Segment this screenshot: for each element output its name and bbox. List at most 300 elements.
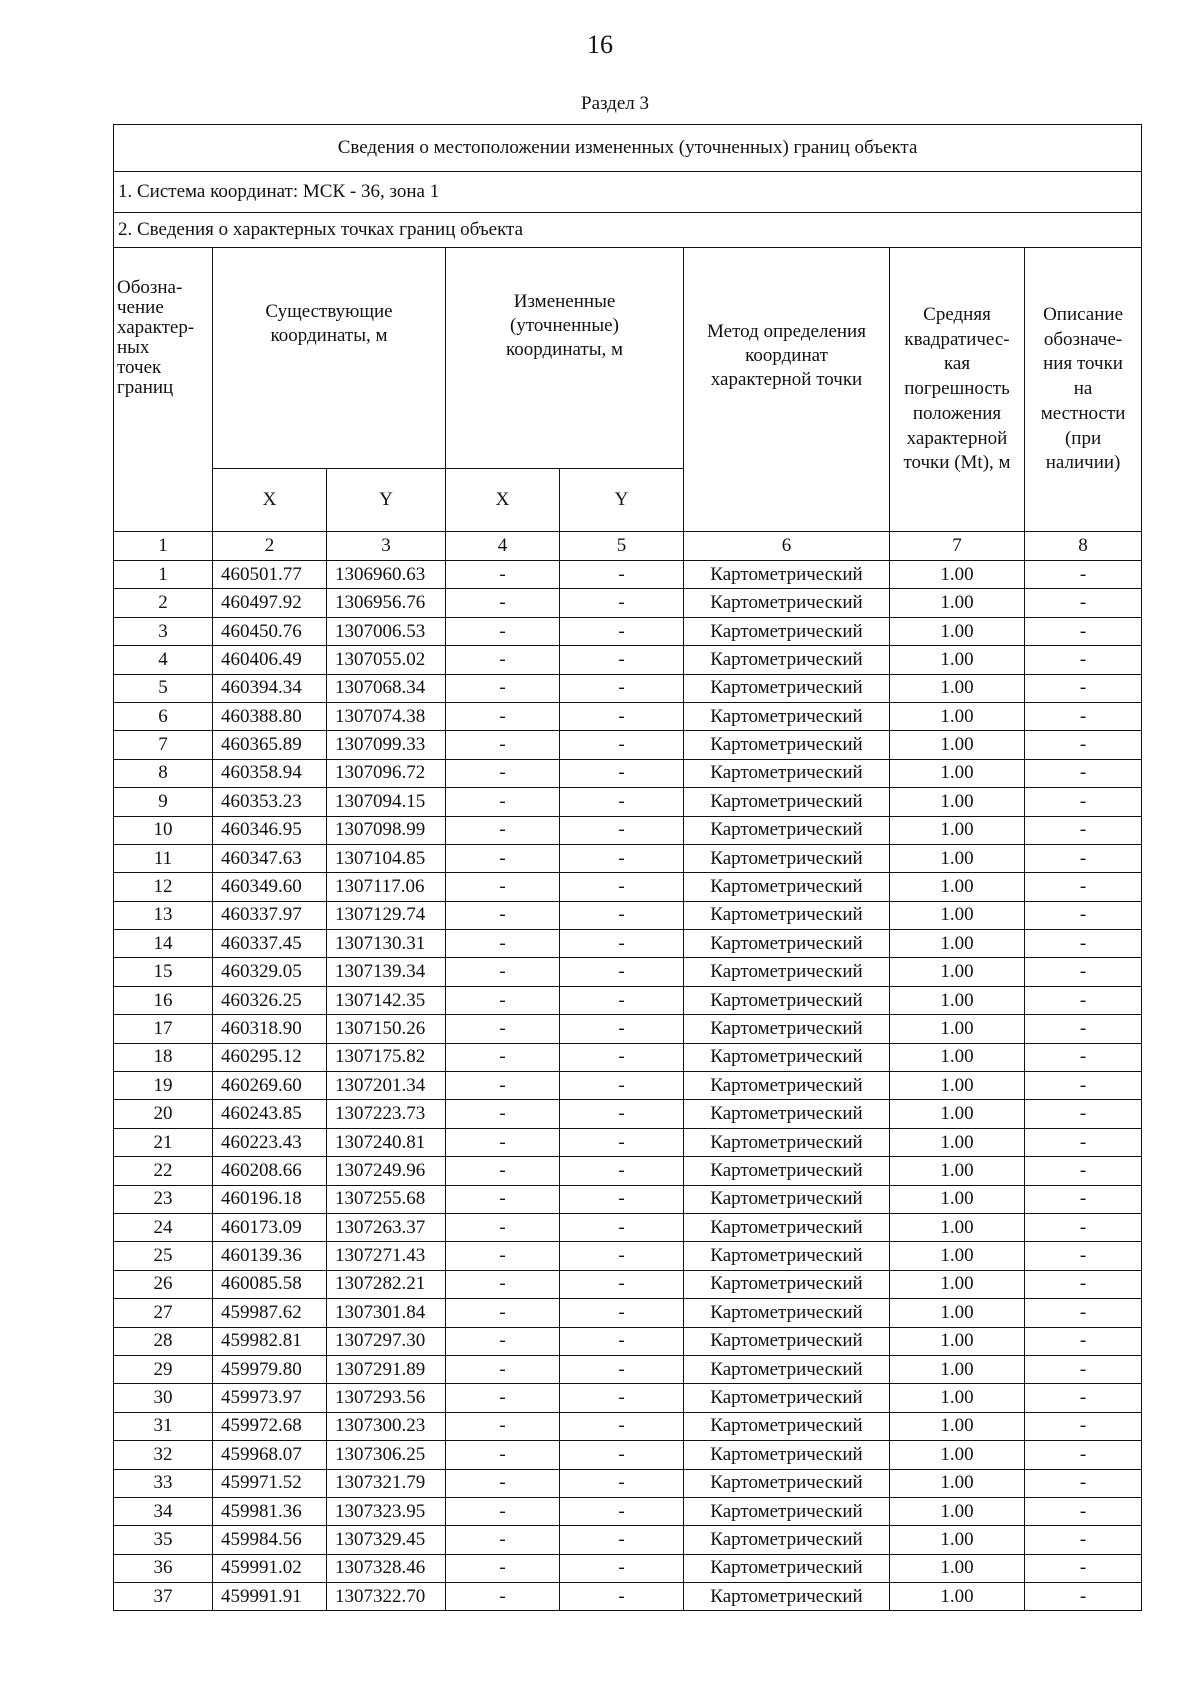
- cell-description: -: [1025, 930, 1142, 958]
- cell-point-number: 10: [114, 816, 213, 844]
- cell-point-number: 31: [114, 1412, 213, 1440]
- table-title: Сведения о местоположении измененных (уточненных) границ объекта: [114, 125, 1142, 172]
- cell-mean-error: 1.00: [890, 1242, 1025, 1270]
- cell-method: Картометрический: [684, 1185, 890, 1213]
- cell-existing-x: 460358.94: [213, 759, 327, 787]
- header-existing-x: X: [213, 469, 327, 532]
- cell-description: -: [1025, 1157, 1142, 1185]
- cell-point-number: 3: [114, 617, 213, 645]
- cell-mean-error: 1.00: [890, 1015, 1025, 1043]
- cell-mean-error: 1.00: [890, 1355, 1025, 1383]
- cell-existing-x: 460501.77: [213, 561, 327, 589]
- cell-changed-x: -: [446, 731, 560, 759]
- header-changed-x: X: [446, 469, 560, 532]
- cell-existing-y: 1307104.85: [327, 844, 446, 872]
- cell-method: Картометрический: [684, 1384, 890, 1412]
- cell-method: Картометрический: [684, 1015, 890, 1043]
- cell-mean-error: 1.00: [890, 1526, 1025, 1554]
- cell-method: Картометрический: [684, 1299, 890, 1327]
- cell-changed-x: -: [446, 844, 560, 872]
- table-row: [114, 1128, 1142, 1156]
- table-row: [114, 986, 1142, 1014]
- cell-changed-y: -: [560, 1015, 684, 1043]
- table-row: [114, 1384, 1142, 1412]
- table-row: [114, 1072, 1142, 1100]
- cell-point-number: 17: [114, 1015, 213, 1043]
- cell-mean-error: 1.00: [890, 930, 1025, 958]
- cell-description: -: [1025, 1327, 1142, 1355]
- cell-changed-x: -: [446, 674, 560, 702]
- table-row: [114, 1100, 1142, 1128]
- cell-changed-y: -: [560, 1100, 684, 1128]
- column-number: 7: [890, 532, 1025, 561]
- cell-method: Картометрический: [684, 1412, 890, 1440]
- cell-method: Картометрический: [684, 1526, 890, 1554]
- cell-changed-y: -: [560, 759, 684, 787]
- cell-existing-x: 460208.66: [213, 1157, 327, 1185]
- cell-changed-y: -: [560, 1441, 684, 1469]
- cell-description: -: [1025, 646, 1142, 674]
- cell-existing-y: 1307006.53: [327, 617, 446, 645]
- cell-mean-error: 1.00: [890, 873, 1025, 901]
- cell-description: -: [1025, 816, 1142, 844]
- points-info-heading: 2. Сведения о характерных точках границ объекта: [114, 213, 1142, 248]
- header-existing-coordinates: Существующие координаты, м: [213, 248, 446, 469]
- cell-description: -: [1025, 617, 1142, 645]
- cell-existing-y: 1307099.33: [327, 731, 446, 759]
- cell-description: -: [1025, 901, 1142, 929]
- cell-changed-y: -: [560, 1299, 684, 1327]
- cell-point-number: 36: [114, 1554, 213, 1582]
- column-number: 5: [560, 532, 684, 561]
- cell-changed-y: -: [560, 1157, 684, 1185]
- boundary-points-table: [113, 124, 1142, 1611]
- cell-point-number: 30: [114, 1384, 213, 1412]
- cell-existing-y: 1307055.02: [327, 646, 446, 674]
- cell-existing-x: 460295.12: [213, 1043, 327, 1071]
- cell-existing-y: 1307306.25: [327, 1441, 446, 1469]
- cell-mean-error: 1.00: [890, 1128, 1025, 1156]
- cell-point-number: 4: [114, 646, 213, 674]
- table-row: [114, 1441, 1142, 1469]
- cell-changed-y: -: [560, 589, 684, 617]
- cell-existing-y: 1307175.82: [327, 1043, 446, 1071]
- cell-existing-x: 460173.09: [213, 1213, 327, 1241]
- cell-existing-x: 460243.85: [213, 1100, 327, 1128]
- cell-mean-error: 1.00: [890, 589, 1025, 617]
- cell-changed-y: -: [560, 1469, 684, 1497]
- cell-description: -: [1025, 1128, 1142, 1156]
- cell-method: Картометрический: [684, 930, 890, 958]
- cell-description: -: [1025, 1469, 1142, 1497]
- cell-point-number: 11: [114, 844, 213, 872]
- cell-mean-error: 1.00: [890, 816, 1025, 844]
- cell-existing-x: 460269.60: [213, 1072, 327, 1100]
- coordinate-system: 1. Система координат: МСК - 36, зона 1: [114, 172, 1142, 213]
- cell-existing-x: 460223.43: [213, 1128, 327, 1156]
- cell-changed-y: -: [560, 816, 684, 844]
- cell-description: -: [1025, 674, 1142, 702]
- cell-existing-x: 460346.95: [213, 816, 327, 844]
- cell-changed-y: -: [560, 1185, 684, 1213]
- cell-point-number: 25: [114, 1242, 213, 1270]
- cell-existing-y: 1307321.79: [327, 1469, 446, 1497]
- cell-changed-x: -: [446, 1242, 560, 1270]
- cell-method: Картометрический: [684, 759, 890, 787]
- table-row: [114, 759, 1142, 787]
- table-row: [114, 816, 1142, 844]
- cell-existing-x: 459982.81: [213, 1327, 327, 1355]
- cell-mean-error: 1.00: [890, 1270, 1025, 1298]
- cell-existing-y: 1307150.26: [327, 1015, 446, 1043]
- cell-point-number: 28: [114, 1327, 213, 1355]
- cell-method: Картометрический: [684, 1072, 890, 1100]
- cell-changed-x: -: [446, 788, 560, 816]
- cell-changed-x: -: [446, 1327, 560, 1355]
- cell-existing-y: 1307297.30: [327, 1327, 446, 1355]
- table-row: [114, 1554, 1142, 1582]
- cell-changed-x: -: [446, 1554, 560, 1582]
- cell-changed-y: -: [560, 1270, 684, 1298]
- cell-existing-y: 1307249.96: [327, 1157, 446, 1185]
- cell-existing-x: 459973.97: [213, 1384, 327, 1412]
- cell-point-number: 33: [114, 1469, 213, 1497]
- cell-existing-y: 1307293.56: [327, 1384, 446, 1412]
- header-point-designation: Обозна- чение характер- ных точек границ: [114, 248, 213, 532]
- cell-existing-x: 459984.56: [213, 1526, 327, 1554]
- cell-existing-x: 460337.97: [213, 901, 327, 929]
- cell-existing-y: 1307098.99: [327, 816, 446, 844]
- cell-description: -: [1025, 873, 1142, 901]
- cell-point-number: 19: [114, 1072, 213, 1100]
- cell-changed-x: -: [446, 561, 560, 589]
- table-row: [114, 589, 1142, 617]
- cell-method: Картометрический: [684, 1497, 890, 1525]
- table-row: [114, 617, 1142, 645]
- cell-mean-error: 1.00: [890, 1384, 1025, 1412]
- cell-changed-y: -: [560, 1327, 684, 1355]
- cell-description: -: [1025, 759, 1142, 787]
- cell-existing-y: 1307301.84: [327, 1299, 446, 1327]
- cell-mean-error: 1.00: [890, 788, 1025, 816]
- cell-existing-y: 1307223.73: [327, 1100, 446, 1128]
- cell-mean-error: 1.00: [890, 1043, 1025, 1071]
- cell-changed-y: -: [560, 788, 684, 816]
- cell-existing-x: 460394.34: [213, 674, 327, 702]
- cell-existing-y: 1307240.81: [327, 1128, 446, 1156]
- column-number: 1: [114, 532, 213, 561]
- cell-changed-x: -: [446, 1497, 560, 1525]
- cell-changed-x: -: [446, 1441, 560, 1469]
- cell-point-number: 2: [114, 589, 213, 617]
- header-method: Метод определения координат характерной точки: [684, 248, 890, 532]
- column-numbers-row: [114, 532, 1142, 561]
- cell-changed-x: -: [446, 1384, 560, 1412]
- table-row: [114, 1015, 1142, 1043]
- cell-existing-x: 459979.80: [213, 1355, 327, 1383]
- cell-description: -: [1025, 702, 1142, 730]
- cell-point-number: 35: [114, 1526, 213, 1554]
- cell-method: Картометрический: [684, 1441, 890, 1469]
- cell-existing-x: 460085.58: [213, 1270, 327, 1298]
- cell-changed-x: -: [446, 1015, 560, 1043]
- cell-method: Картометрический: [684, 617, 890, 645]
- cell-mean-error: 1.00: [890, 561, 1025, 589]
- cell-mean-error: 1.00: [890, 1441, 1025, 1469]
- column-number: 8: [1025, 532, 1142, 561]
- cell-existing-x: 460406.49: [213, 646, 327, 674]
- table-row: [114, 1526, 1142, 1554]
- cell-description: -: [1025, 958, 1142, 986]
- cell-existing-x: 460196.18: [213, 1185, 327, 1213]
- cell-changed-y: -: [560, 986, 684, 1014]
- cell-changed-y: -: [560, 674, 684, 702]
- cell-method: Картометрический: [684, 674, 890, 702]
- cell-existing-y: 1307328.46: [327, 1554, 446, 1582]
- cell-changed-x: -: [446, 901, 560, 929]
- cell-existing-y: 1307323.95: [327, 1497, 446, 1525]
- cell-changed-x: -: [446, 816, 560, 844]
- cell-changed-x: -: [446, 702, 560, 730]
- table-row: [114, 646, 1142, 674]
- cell-point-number: 9: [114, 788, 213, 816]
- cell-existing-y: 1307094.15: [327, 788, 446, 816]
- cell-mean-error: 1.00: [890, 1583, 1025, 1611]
- cell-changed-y: -: [560, 901, 684, 929]
- cell-existing-x: 460326.25: [213, 986, 327, 1014]
- cell-method: Картометрический: [684, 1242, 890, 1270]
- cell-existing-y: 1307300.23: [327, 1412, 446, 1440]
- cell-changed-y: -: [560, 844, 684, 872]
- cell-method: Картометрический: [684, 901, 890, 929]
- cell-existing-y: 1307329.45: [327, 1526, 446, 1554]
- cell-changed-x: -: [446, 1185, 560, 1213]
- cell-mean-error: 1.00: [890, 1327, 1025, 1355]
- cell-changed-y: -: [560, 702, 684, 730]
- cell-description: -: [1025, 1583, 1142, 1611]
- cell-existing-y: 1307096.72: [327, 759, 446, 787]
- cell-changed-x: -: [446, 589, 560, 617]
- cell-existing-y: 1307291.89: [327, 1355, 446, 1383]
- table-row: [114, 958, 1142, 986]
- cell-method: Картометрический: [684, 1355, 890, 1383]
- cell-existing-x: 460318.90: [213, 1015, 327, 1043]
- cell-mean-error: 1.00: [890, 958, 1025, 986]
- cell-existing-x: 460365.89: [213, 731, 327, 759]
- cell-description: -: [1025, 1497, 1142, 1525]
- cell-mean-error: 1.00: [890, 759, 1025, 787]
- cell-point-number: 34: [114, 1497, 213, 1525]
- cell-existing-y: 1307255.68: [327, 1185, 446, 1213]
- cell-mean-error: 1.00: [890, 1554, 1025, 1582]
- cell-existing-x: 460353.23: [213, 788, 327, 816]
- cell-method: Картометрический: [684, 702, 890, 730]
- cell-changed-y: -: [560, 731, 684, 759]
- cell-description: -: [1025, 1100, 1142, 1128]
- cell-description: -: [1025, 1185, 1142, 1213]
- cell-mean-error: 1.00: [890, 844, 1025, 872]
- table-row: [114, 930, 1142, 958]
- cell-existing-x: 460329.05: [213, 958, 327, 986]
- table-row: [114, 1242, 1142, 1270]
- cell-existing-x: 459972.68: [213, 1412, 327, 1440]
- cell-existing-y: 1306956.76: [327, 589, 446, 617]
- table-row: [114, 1412, 1142, 1440]
- cell-existing-x: 460349.60: [213, 873, 327, 901]
- cell-changed-x: -: [446, 1412, 560, 1440]
- cell-existing-x: 459991.91: [213, 1583, 327, 1611]
- cell-description: -: [1025, 788, 1142, 816]
- cell-point-number: 32: [114, 1441, 213, 1469]
- cell-changed-y: -: [560, 561, 684, 589]
- cell-changed-x: -: [446, 1072, 560, 1100]
- header-description: Описание обозначе- ния точки на местности (при наличии): [1025, 248, 1142, 532]
- table-row: [114, 702, 1142, 730]
- column-number: 4: [446, 532, 560, 561]
- cell-description: -: [1025, 844, 1142, 872]
- cell-existing-y: 1307139.34: [327, 958, 446, 986]
- cell-point-number: 1: [114, 561, 213, 589]
- cell-existing-y: 1307068.34: [327, 674, 446, 702]
- cell-changed-x: -: [446, 1043, 560, 1071]
- cell-point-number: 21: [114, 1128, 213, 1156]
- column-number: 2: [213, 532, 327, 561]
- table-row: [114, 1583, 1142, 1611]
- table-row: [114, 1469, 1142, 1497]
- cell-method: Картометрический: [684, 561, 890, 589]
- cell-changed-x: -: [446, 873, 560, 901]
- cell-changed-x: -: [446, 930, 560, 958]
- cell-description: -: [1025, 561, 1142, 589]
- cell-description: -: [1025, 1355, 1142, 1383]
- cell-mean-error: 1.00: [890, 1100, 1025, 1128]
- cell-changed-x: -: [446, 1355, 560, 1383]
- cell-changed-x: -: [446, 1583, 560, 1611]
- cell-point-number: 14: [114, 930, 213, 958]
- table-row: [114, 1327, 1142, 1355]
- cell-description: -: [1025, 1441, 1142, 1469]
- cell-changed-y: -: [560, 1583, 684, 1611]
- cell-point-number: 23: [114, 1185, 213, 1213]
- table-row: [114, 901, 1142, 929]
- cell-point-number: 26: [114, 1270, 213, 1298]
- cell-mean-error: 1.00: [890, 1469, 1025, 1497]
- cell-point-number: 37: [114, 1583, 213, 1611]
- cell-changed-y: -: [560, 1526, 684, 1554]
- cell-changed-y: -: [560, 1213, 684, 1241]
- table-row: [114, 731, 1142, 759]
- cell-point-number: 7: [114, 731, 213, 759]
- cell-point-number: 27: [114, 1299, 213, 1327]
- table-row: [114, 1185, 1142, 1213]
- cell-changed-y: -: [560, 1128, 684, 1156]
- cell-changed-x: -: [446, 1213, 560, 1241]
- cell-existing-x: 459968.07: [213, 1441, 327, 1469]
- section-title: Раздел 3: [581, 93, 649, 114]
- cell-description: -: [1025, 731, 1142, 759]
- cell-method: Картометрический: [684, 646, 890, 674]
- cell-changed-x: -: [446, 617, 560, 645]
- cell-description: -: [1025, 1384, 1142, 1412]
- cell-changed-x: -: [446, 1526, 560, 1554]
- cell-changed-y: -: [560, 1412, 684, 1440]
- cell-changed-x: -: [446, 958, 560, 986]
- cell-mean-error: 1.00: [890, 1185, 1025, 1213]
- cell-changed-x: -: [446, 1157, 560, 1185]
- cell-changed-y: -: [560, 646, 684, 674]
- cell-method: Картометрический: [684, 816, 890, 844]
- cell-description: -: [1025, 986, 1142, 1014]
- cell-existing-x: 460337.45: [213, 930, 327, 958]
- cell-existing-x: 460388.80: [213, 702, 327, 730]
- cell-changed-y: -: [560, 873, 684, 901]
- cell-existing-y: 1307142.35: [327, 986, 446, 1014]
- cell-description: -: [1025, 1270, 1142, 1298]
- cell-mean-error: 1.00: [890, 901, 1025, 929]
- cell-method: Картометрический: [684, 1128, 890, 1156]
- cell-description: -: [1025, 1043, 1142, 1071]
- cell-method: Картометрический: [684, 788, 890, 816]
- cell-existing-x: 459987.62: [213, 1299, 327, 1327]
- cell-point-number: 20: [114, 1100, 213, 1128]
- cell-changed-x: -: [446, 1299, 560, 1327]
- cell-changed-y: -: [560, 958, 684, 986]
- cell-point-number: 13: [114, 901, 213, 929]
- table-row: [114, 1213, 1142, 1241]
- table-row: [114, 844, 1142, 872]
- cell-mean-error: 1.00: [890, 617, 1025, 645]
- cell-description: -: [1025, 1299, 1142, 1327]
- cell-existing-x: 460450.76: [213, 617, 327, 645]
- cell-changed-y: -: [560, 1043, 684, 1071]
- cell-changed-y: -: [560, 1072, 684, 1100]
- cell-mean-error: 1.00: [890, 986, 1025, 1014]
- cell-existing-y: 1307130.31: [327, 930, 446, 958]
- cell-method: Картометрический: [684, 1327, 890, 1355]
- table-row: [114, 1270, 1142, 1298]
- cell-changed-x: -: [446, 986, 560, 1014]
- cell-mean-error: 1.00: [890, 1157, 1025, 1185]
- cell-changed-y: -: [560, 1242, 684, 1270]
- cell-changed-y: -: [560, 930, 684, 958]
- cell-method: Картометрический: [684, 589, 890, 617]
- cell-changed-y: -: [560, 1384, 684, 1412]
- cell-changed-y: -: [560, 1554, 684, 1582]
- cell-method: Картометрический: [684, 1469, 890, 1497]
- cell-existing-y: 1307201.34: [327, 1072, 446, 1100]
- table-row: [114, 788, 1142, 816]
- cell-mean-error: 1.00: [890, 674, 1025, 702]
- cell-point-number: 18: [114, 1043, 213, 1071]
- cell-existing-y: 1307282.21: [327, 1270, 446, 1298]
- cell-changed-x: -: [446, 1128, 560, 1156]
- cell-changed-x: -: [446, 759, 560, 787]
- cell-point-number: 5: [114, 674, 213, 702]
- cell-existing-y: 1307322.70: [327, 1583, 446, 1611]
- cell-changed-y: -: [560, 617, 684, 645]
- cell-existing-x: 460139.36: [213, 1242, 327, 1270]
- cell-description: -: [1025, 1072, 1142, 1100]
- cell-changed-y: -: [560, 1355, 684, 1383]
- cell-mean-error: 1.00: [890, 731, 1025, 759]
- cell-existing-x: 460347.63: [213, 844, 327, 872]
- cell-mean-error: 1.00: [890, 1213, 1025, 1241]
- cell-existing-x: 459971.52: [213, 1469, 327, 1497]
- cell-changed-x: -: [446, 1100, 560, 1128]
- cell-point-number: 24: [114, 1213, 213, 1241]
- cell-existing-x: 459981.36: [213, 1497, 327, 1525]
- cell-existing-y: 1307129.74: [327, 901, 446, 929]
